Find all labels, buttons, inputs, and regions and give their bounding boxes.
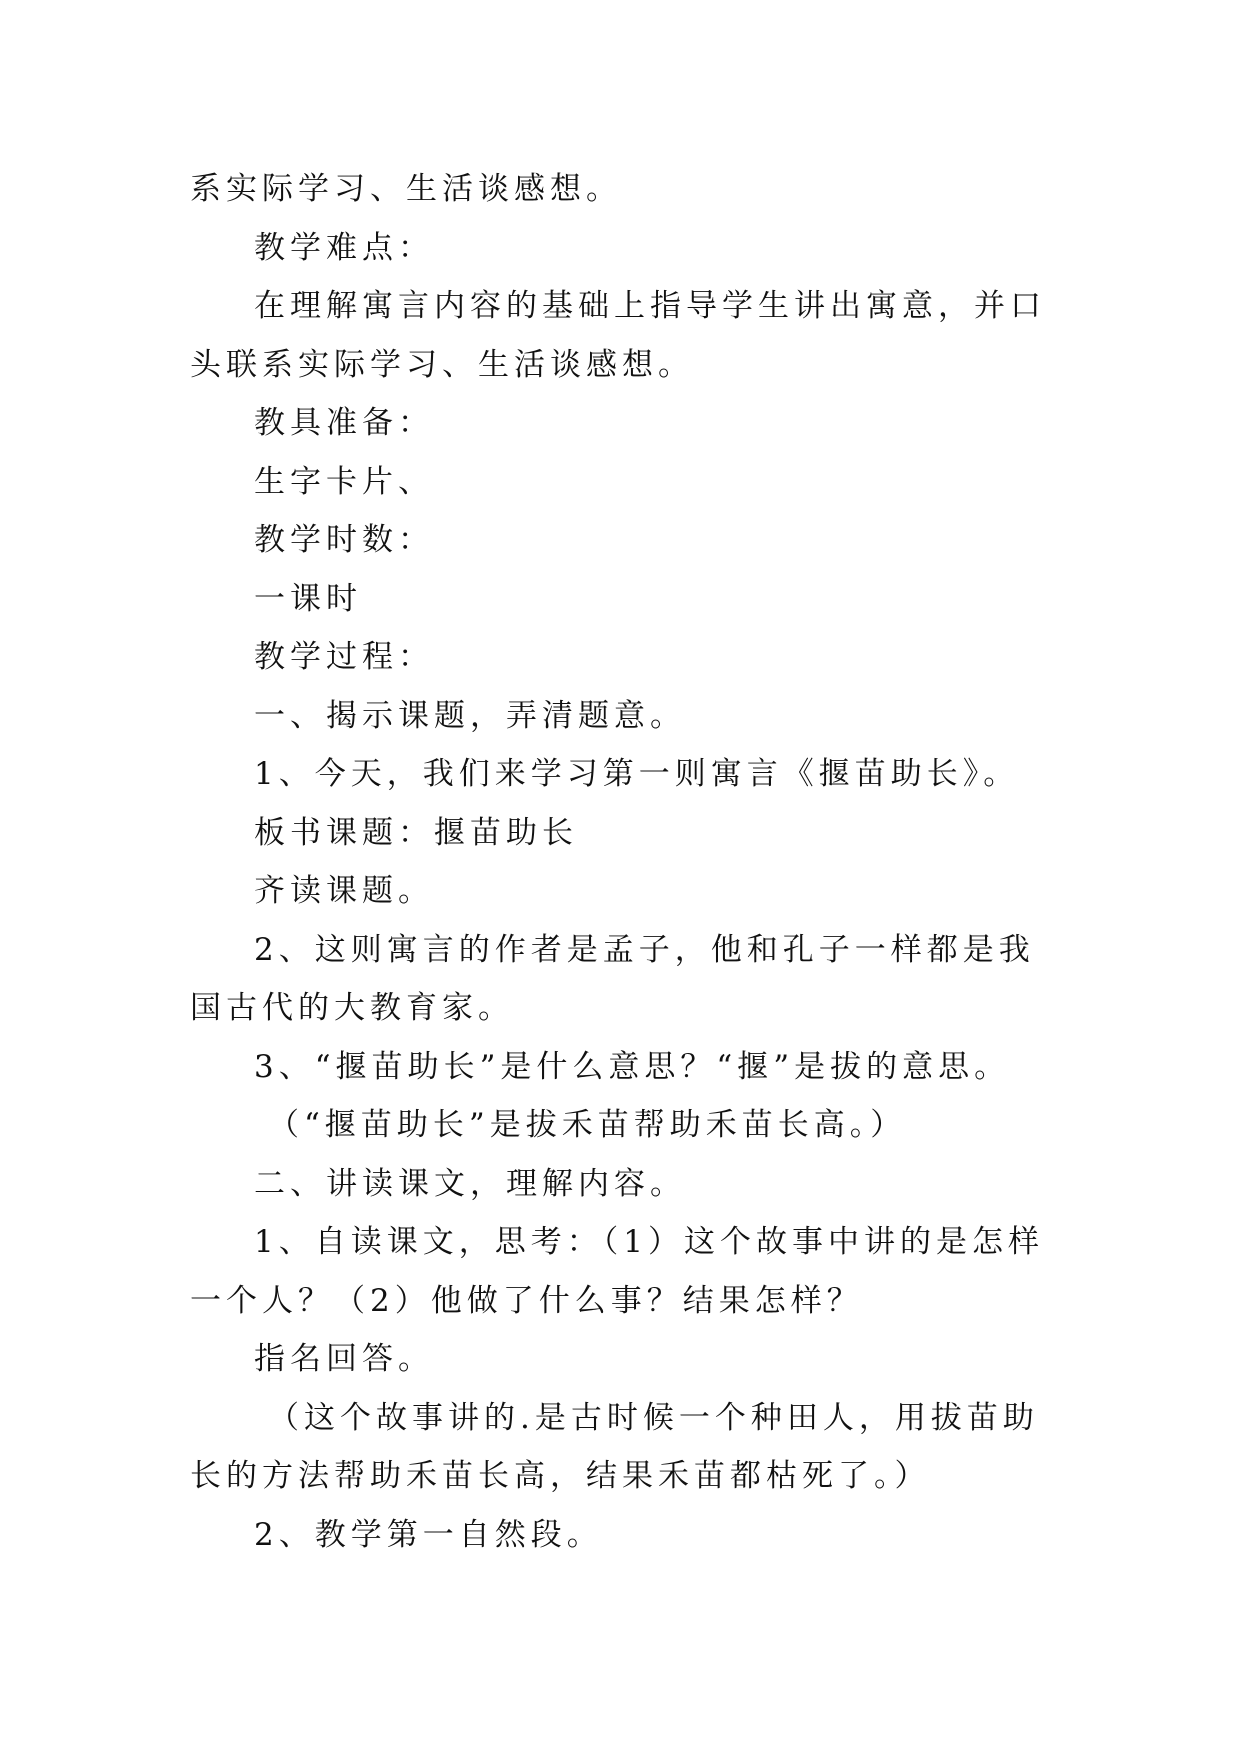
list-item: 齐读课题。 — [254, 873, 434, 909]
list-item: 2、这则寓言的作者是孟子，他和孔子一样都是我国古代的大教育家。 — [190, 931, 1035, 1026]
heading-teaching-aids: 教具准备： — [254, 405, 434, 441]
document-body — [190, 160, 1058, 1564]
section-one-heading: 一、揭示课题，弄清题意。 — [254, 697, 686, 734]
paragraph-teaching-aids: 生字卡片、 — [254, 463, 434, 500]
paragraph-continuation: 系实际学习、生活谈感想。 — [190, 171, 622, 207]
heading-teaching-process: 教学过程： — [254, 639, 434, 675]
list-item: 2、教学第一自然段。 — [254, 1516, 603, 1553]
list-item: 3、“揠苗助长”是什么意思？“揠”是拔的意思。 — [254, 1048, 1011, 1085]
list-item: 1、自读课文，思考：（1）这个故事中讲的是怎样一个人？（2）他做了什么事？结果怎样？ — [190, 1224, 1044, 1319]
list-item: 1、今天，我们来学习第一则寓言《揠苗助长》。 — [254, 756, 1020, 792]
section-two-heading: 二、讲读课文，理解内容。 — [254, 1165, 686, 1202]
list-item-note: （“揠苗助长”是拔禾苗帮助禾苗长高。） — [268, 1107, 907, 1143]
paragraph-teaching-difficulty: 在理解寓言内容的基础上指导学生讲出寓意，并口头联系实际学习、生活谈感想。 — [190, 288, 1046, 383]
list-item: 板书课题：揠苗助长 — [254, 814, 578, 851]
heading-teaching-difficulty: 教学难点： — [254, 229, 434, 266]
heading-class-hours: 教学时数： — [254, 522, 434, 558]
paragraph-class-hours: 一课时 — [254, 580, 362, 617]
list-item: 指名回答。 — [254, 1341, 434, 1377]
list-item-note: （这个故事讲的.是古时候一个种田人，用拔苗助长的方法帮助禾苗长高，结果禾苗都枯死了。） — [190, 1399, 1039, 1494]
